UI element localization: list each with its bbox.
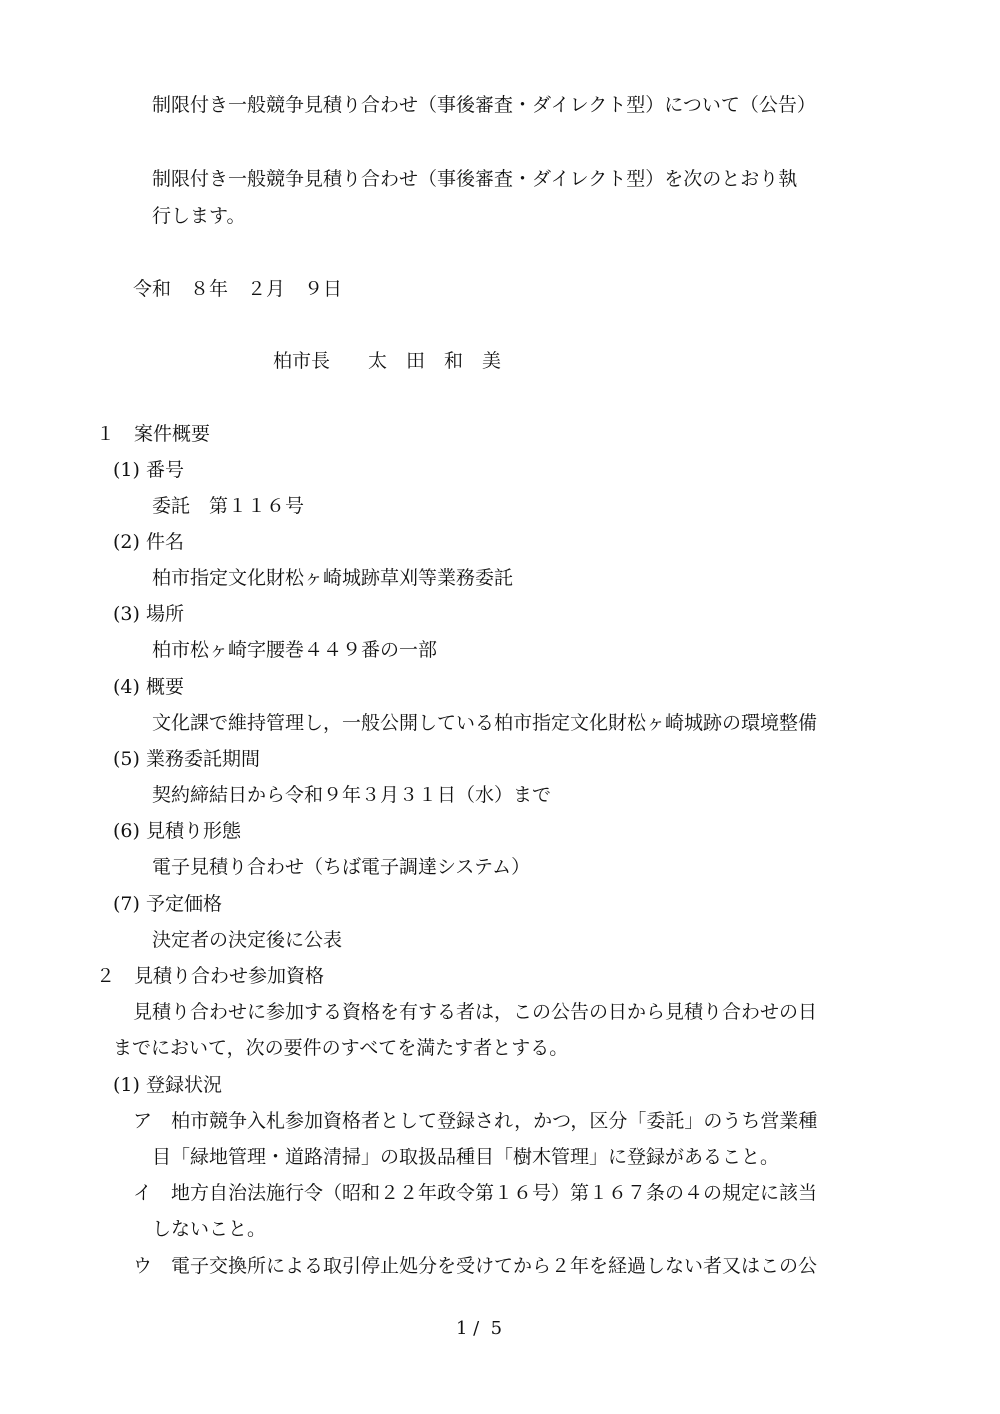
item-label-period: (5) 業務委託期間	[113, 748, 260, 770]
item-value-price: 決定者の決定後に公表	[152, 929, 343, 951]
sub-item-label-registration: (1) 登録状況	[113, 1074, 222, 1096]
intro-line-1: 制限付き一般競争見積り合わせ（事後審査・ダイレクト型）を次のとおり執	[152, 168, 798, 190]
intro-line-2: 行します。	[152, 205, 246, 227]
item-value-subject: 柏市指定文化財松ヶ崎城跡草刈等業務委託	[152, 567, 514, 589]
item-label-number: (1) 番号	[113, 459, 184, 481]
section-2-heading: ２ 見積り合わせ参加資格	[96, 965, 325, 987]
item-label-form: (6) 見積り形態	[113, 820, 241, 842]
item-value-location: 柏市松ヶ崎字腰巻４４９番の一部	[152, 639, 438, 661]
item-label-subject: (2) 件名	[113, 531, 184, 553]
section-2-para-line-2: までにおいて，次の要件のすべてを満たす者とする。	[113, 1037, 569, 1059]
item-value-number: 委託 第１１６号	[152, 495, 305, 517]
requirement-a-line-2: 目「緑地管理・道路清掃」の取扱品種目「樹木管理」に登録があること。	[152, 1146, 780, 1168]
item-label-price: (7) 予定価格	[113, 893, 222, 915]
item-label-location: (3) 場所	[113, 603, 184, 625]
section-1-heading: １ 案件概要	[96, 423, 211, 445]
requirement-a-line-1: ア 柏市競争入札参加資格者として登録され，かつ，区分「委託」のうち営業種	[133, 1110, 818, 1132]
requirement-c-line-1: ウ 電子交換所による取引停止処分を受けてから２年を経過しない者又はこの公	[133, 1255, 818, 1277]
notice-date: 令和 ８年 ２月 ９日	[133, 278, 343, 300]
requirement-b-line-1: イ 地方自治法施行令（昭和２２年政令第１６号）第１６７条の４の規定に該当	[133, 1182, 818, 1204]
signatory: 柏市長 太 田 和 美	[273, 350, 502, 372]
page-indicator: 1 / 5	[456, 1318, 503, 1339]
item-value-summary: 文化課で維持管理し，一般公開している柏市指定文化財松ヶ崎城跡の環境整備	[152, 712, 818, 734]
item-label-summary: (4) 概要	[113, 676, 184, 698]
section-2-para-line-1: 見積り合わせに参加する資格を有する者は，この公告の日から見積り合わせの日	[133, 1001, 818, 1023]
requirement-b-line-2: しないこと。	[152, 1218, 267, 1240]
item-value-form: 電子見積り合わせ（ちば電子調達システム）	[152, 856, 531, 878]
document-title: 制限付き一般競争見積り合わせ（事後審査・ダイレクト型）について（公告）	[152, 94, 816, 116]
item-value-period: 契約締結日から令和９年３月３１日（水）まで	[152, 784, 552, 806]
